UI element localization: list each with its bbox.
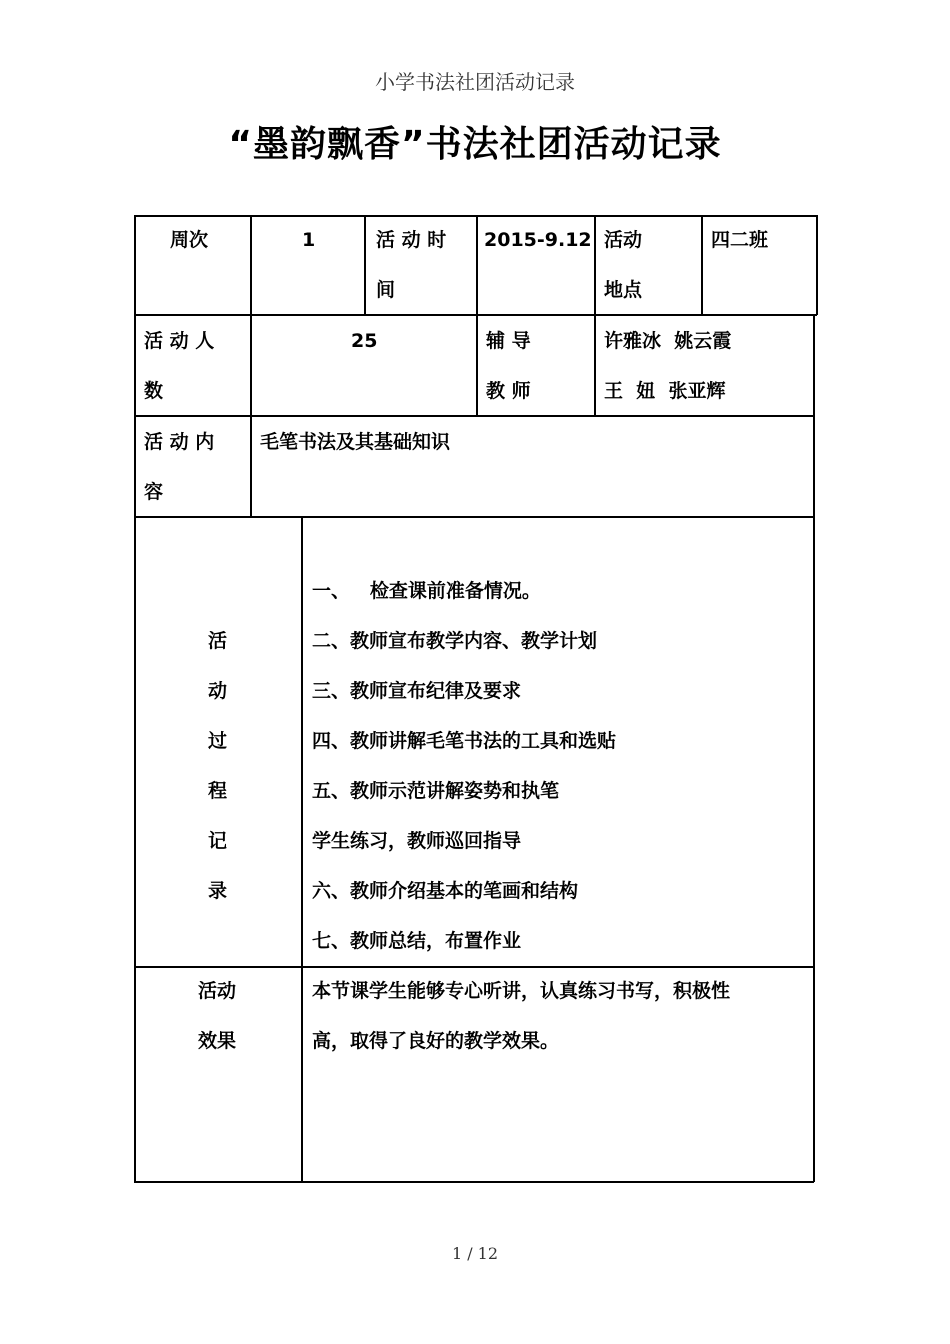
process-item: 三、教师宣布纪律及要求 — [312, 680, 522, 702]
teacher-label-line2: 教 师 — [486, 380, 531, 402]
teachers-line1: 许雅冰 姚云霞 — [604, 330, 732, 352]
place-label-line2: 地点 — [604, 279, 643, 301]
time-value: 2015-9.12 — [484, 229, 592, 251]
place-label-line1: 活动 — [604, 229, 643, 251]
document-header: 小学书法社团活动记录 — [375, 70, 575, 94]
time-label-line1: 活 动 时 — [376, 229, 447, 251]
process-label-char: 记 — [208, 830, 228, 852]
process-label-char: 过 — [208, 730, 228, 752]
process-label-char: 活 — [208, 630, 228, 652]
page-title: “墨韵飘香”书法社团活动记录 — [228, 124, 722, 165]
teacher-label-line1: 辅 导 — [486, 330, 531, 352]
count-label-line1: 活 动 人 — [144, 330, 215, 352]
teachers-line2: 王 妞 张亚辉 — [604, 380, 726, 402]
effect-label-line1: 活动 — [198, 980, 237, 1002]
effect-label-line2: 效果 — [198, 1030, 237, 1052]
process-label-char: 程 — [208, 780, 228, 802]
week-value: 1 — [302, 229, 316, 251]
count-label-line2: 数 — [144, 380, 164, 402]
place-value: 四二班 — [711, 229, 769, 251]
content-value: 毛笔书法及其基础知识 — [260, 431, 451, 453]
process-item: 五、教师示范讲解姿势和执笔 — [312, 780, 560, 802]
process-item: 七、教师总结，布置作业 — [312, 930, 522, 952]
process-item: 二、教师宣布教学内容、教学计划 — [312, 630, 598, 652]
week-label: 周次 — [170, 229, 209, 251]
content-label-line1: 活 动 内 — [144, 431, 215, 453]
process-label-char: 动 — [208, 680, 228, 702]
process-item: 一、 检查课前准备情况。 — [312, 580, 541, 602]
time-label-line2: 间 — [376, 279, 396, 301]
effect-text-line2: 高，取得了良好的教学效果。 — [312, 1030, 560, 1052]
content-label-line2: 容 — [144, 481, 164, 503]
count-value: 25 — [351, 330, 378, 352]
process-item: 学生练习，教师巡回指导 — [312, 830, 522, 852]
process-label-char: 录 — [208, 880, 228, 902]
effect-text-line1: 本节课学生能够专心听讲，认真练习书写，积极性 — [312, 980, 731, 1002]
process-item: 四、教师讲解毛笔书法的工具和选贴 — [312, 730, 617, 752]
process-item: 六、教师介绍基本的笔画和结构 — [312, 880, 579, 902]
page-number: 1 / 12 — [451, 1244, 499, 1263]
